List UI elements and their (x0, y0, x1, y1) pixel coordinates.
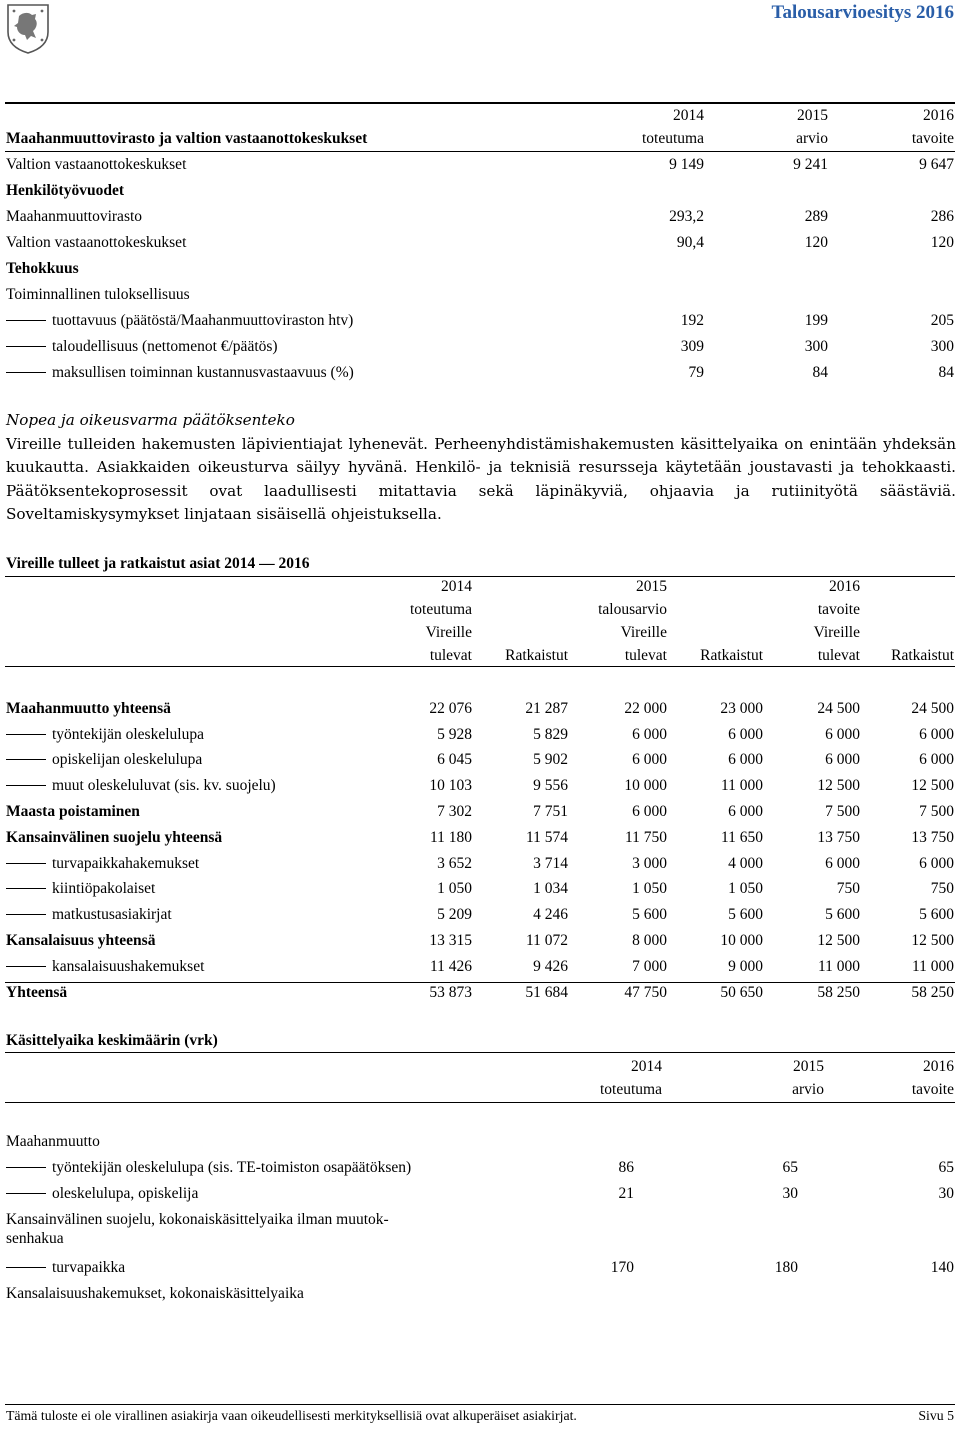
cell-value: 1 034 (533, 880, 568, 897)
cell-value: 12 500 (911, 777, 954, 794)
dash-marker (6, 785, 46, 786)
cell-value: 11 000 (720, 777, 763, 794)
cell-value: 11 650 (720, 829, 763, 846)
row-label-text: Maahanmuuttovirasto (6, 208, 143, 225)
table-row (0, 777, 960, 799)
cell-value: 750 (930, 880, 954, 897)
section3-bottom-rule (5, 982, 955, 983)
row-label (6, 751, 202, 770)
row-label (6, 338, 278, 357)
row-label (6, 1185, 198, 1204)
cell-value: 9 000 (728, 958, 763, 975)
row-label (6, 182, 124, 201)
dash-marker (6, 966, 46, 967)
cell-value: 9 426 (533, 958, 568, 975)
cell-value: 79 (688, 364, 704, 381)
s3-col-header: 2014 (441, 578, 472, 595)
row-label-text: kansalaisuushakemukset (52, 958, 205, 975)
row-label-text: Valtion vastaanottokeskukset (6, 234, 187, 251)
row-label (6, 803, 140, 822)
row-label-text: muut oleskeluluvat (sis. kv. suojelu) (52, 777, 276, 794)
row-label-text: Tehokkuus (6, 260, 79, 277)
s3-col-header: toteutuma (410, 601, 472, 618)
cell-value: 5 600 (919, 906, 954, 923)
s1-col-year: 2016 (923, 107, 954, 124)
row-label (6, 312, 353, 331)
cell-value: 286 (930, 208, 954, 225)
cell-value: 140 (930, 1259, 954, 1276)
cell-value: 11 000 (911, 958, 954, 975)
cell-value: 5 600 (825, 906, 860, 923)
s3-col-header: Vireille (813, 624, 860, 641)
cell-value: 11 072 (525, 932, 568, 949)
row-label (6, 984, 67, 1003)
s1-col-label: arvio (796, 130, 828, 147)
s3-col-header: 2016 (829, 578, 860, 595)
row-label-text-continued: senhakua (6, 1229, 64, 1247)
row-label-text: Henkilötyövuodet (6, 182, 124, 199)
cell-value: 750 (836, 880, 860, 897)
row-label-text: Yhteensä (6, 984, 68, 1001)
section1-title: Maahanmuuttovirasto ja valtion vastaanottokeskukset (6, 130, 368, 147)
cell-value: 180 (774, 1259, 798, 1276)
cell-value: 3 000 (632, 855, 667, 872)
cell-value: 9 149 (669, 156, 704, 173)
s4-col-label: arvio (792, 1081, 824, 1098)
table-row (0, 1285, 960, 1307)
cell-value: 86 (618, 1159, 634, 1176)
s4-col-year: 2014 (631, 1058, 662, 1075)
cell-value: 11 574 (525, 829, 568, 846)
s3-col-header: talousarvio (598, 601, 667, 618)
table-row (0, 364, 960, 386)
s4-col-label: tavoite (911, 1081, 954, 1098)
cell-value: 4 246 (533, 906, 568, 923)
table-row (0, 906, 960, 928)
s3-col-header: 2015 (636, 578, 667, 595)
cell-value: 5 902 (533, 751, 568, 768)
cell-value: 30 (938, 1185, 954, 1202)
row-label-text: Kansalaisuus yhteensä (6, 932, 156, 949)
row-label-text: taloudellisuus (nettomenot €/päätös) (52, 338, 278, 355)
cell-value: 24 500 (911, 700, 954, 717)
cell-value: 10 000 (624, 777, 667, 794)
objective-heading: Nopea ja oikeusvarma päätöksenteko (6, 411, 295, 429)
dash-marker (6, 1167, 46, 1168)
table-row (0, 726, 960, 748)
table-row (0, 1159, 960, 1181)
s3-col-header: tulevat (817, 647, 860, 664)
cell-value: 5 209 (437, 906, 472, 923)
table-row (0, 338, 960, 360)
table-row (0, 751, 960, 773)
row-label (6, 700, 171, 719)
table-row (0, 260, 960, 282)
cell-value: 10 103 (429, 777, 472, 794)
s3-col-header: Vireille (425, 624, 472, 641)
row-label-text: Maahanmuutto (6, 1133, 100, 1150)
cell-value: 9 241 (793, 156, 828, 173)
row-label-text: Kansainvälinen suojelu yhteensä (6, 829, 223, 846)
row-label (6, 855, 199, 874)
cell-value: 3 714 (533, 855, 568, 872)
row-label-text: Maasta poistaminen (6, 803, 140, 820)
row-label (6, 906, 172, 925)
cell-value: 6 000 (825, 855, 860, 872)
cell-value: 58 250 (911, 984, 954, 1001)
cell-value: 21 287 (525, 700, 568, 717)
section4-header-rule (5, 1102, 955, 1103)
section1-header-rule (5, 151, 955, 152)
row-label (6, 1285, 304, 1304)
section3-title: Vireille tulleet ja ratkaistut asiat 2014 — 2016 (6, 555, 310, 572)
row-label (6, 932, 155, 951)
cell-value: 6 000 (919, 726, 954, 743)
dash-marker (6, 372, 46, 373)
row-label-text: työntekijän oleskelulupa (52, 726, 204, 743)
cell-value: 13 750 (817, 829, 860, 846)
cell-value: 3 652 (437, 855, 472, 872)
cell-value: 6 045 (437, 751, 472, 768)
table-row (0, 932, 960, 954)
cell-value: 1 050 (437, 880, 472, 897)
cell-value: 120 (804, 234, 828, 251)
objective-text-block (6, 409, 956, 527)
s3-col-header: tavoite (817, 601, 860, 618)
footer-disclaimer: Tämä tuloste ei ole virallinen asiakirja vaan oikeudellisesti merkityksellisiä ovat alkuperäiset asiakirjat. (6, 1408, 577, 1423)
table-row (0, 1259, 960, 1281)
row-label-text: maksullisen toiminnan kustannusvastaavuus (%) (52, 364, 354, 381)
table-row (0, 312, 960, 334)
row-label (6, 1159, 411, 1178)
cell-value: 289 (804, 208, 828, 225)
cell-value: 65 (782, 1159, 798, 1176)
cell-value: 7 751 (533, 803, 568, 820)
row-label (6, 260, 79, 279)
cell-value: 8 000 (632, 932, 667, 949)
cell-value: 22 076 (429, 700, 472, 717)
s3-col-header: Ratkaistut (700, 647, 763, 664)
dash-marker (6, 914, 46, 915)
cell-value: 300 (930, 338, 954, 355)
s1-col-year: 2015 (797, 107, 828, 124)
row-label (6, 156, 186, 175)
row-label-text: kiintiöpakolaiset (52, 880, 156, 897)
dash-marker (6, 346, 46, 347)
cell-value: 13 750 (911, 829, 954, 846)
cell-value: 84 (812, 364, 828, 381)
cell-value: 5 600 (632, 906, 667, 923)
table-row (0, 803, 960, 825)
cell-value: 84 (938, 364, 954, 381)
cell-value: 300 (804, 338, 828, 355)
cell-value: 1 050 (728, 880, 763, 897)
table-row (0, 880, 960, 902)
cell-value: 12 500 (817, 932, 860, 949)
row-label-text: Kansalaisuushakemukset, kokonaiskäsittelyaika (6, 1285, 304, 1302)
cell-value: 21 (618, 1185, 634, 1202)
row-label-text: tuottavuus (päätöstä/Maahanmuuttoviraston htv) (52, 312, 354, 329)
coat-of-arms-logo (5, 2, 51, 54)
document-title: Talousarvioesitys 2016 (771, 2, 954, 23)
cell-value: 6 000 (632, 803, 667, 820)
cell-value: 1 050 (632, 880, 667, 897)
section3-top-rule (5, 576, 955, 577)
cell-value: 309 (680, 338, 704, 355)
dash-marker (6, 888, 46, 889)
row-label (6, 234, 186, 253)
dash-marker (6, 759, 46, 760)
table-row (0, 208, 960, 230)
cell-value: 120 (930, 234, 954, 251)
cell-value: 23 000 (720, 700, 763, 717)
table-row (0, 855, 960, 877)
cell-value: 199 (804, 312, 828, 329)
cell-value: 5 829 (533, 726, 568, 743)
cell-value: 53 873 (429, 984, 472, 1001)
row-label-text: turvapaikkahakemukset (52, 855, 200, 872)
cell-value: 6 000 (632, 726, 667, 743)
cell-value: 192 (680, 312, 704, 329)
cell-value: 13 315 (429, 932, 472, 949)
s4-col-year: 2015 (793, 1058, 824, 1075)
row-label (6, 1211, 389, 1248)
row-label (6, 208, 142, 227)
row-label (6, 364, 354, 383)
cell-value: 9 556 (533, 777, 568, 794)
dash-marker (6, 1193, 46, 1194)
s4-col-year: 2016 (923, 1058, 954, 1075)
dash-marker (6, 734, 46, 735)
cell-value: 11 426 (429, 958, 472, 975)
cell-value: 11 750 (624, 829, 667, 846)
cell-value: 205 (930, 312, 954, 329)
page-number: Sivu 5 (918, 1408, 954, 1423)
row-label-text: Toiminnallinen tuloksellisuus (6, 286, 190, 303)
row-label (6, 880, 155, 899)
dash-marker (6, 863, 46, 864)
cell-value: 6 000 (825, 751, 860, 768)
row-label (6, 958, 204, 977)
row-label-text: Kansainvälinen suojelu, kokonaiskäsittelyaika ilman muutok- (6, 1211, 389, 1228)
row-label (6, 829, 222, 848)
table-row (0, 182, 960, 204)
table-row (0, 1185, 960, 1207)
cell-value: 50 650 (720, 984, 763, 1001)
row-label (6, 286, 190, 305)
table-row (0, 984, 960, 1006)
cell-value: 170 (610, 1259, 634, 1276)
section3-header-rule (5, 666, 955, 667)
row-label-text: Maahanmuutto yhteensä (6, 700, 171, 717)
cell-value: 6 000 (825, 726, 860, 743)
s3-col-header: tulevat (624, 647, 667, 664)
cell-value: 7 500 (919, 803, 954, 820)
section4-top-rule (5, 1052, 955, 1053)
s4-col-label: toteutuma (600, 1081, 662, 1098)
objective-body: Vireille tulleiden hakemusten läpivientiajat lyhenevät. Perheenyhdistämishakemusten käsittelyaika on enintään yhdeksän kuukautta. Asiakkaiden oikeusturva säilyy hyvänä. Henkilö- ja teknisiä resursseja käytetään joustavasti ja tehokkaasti. Päätöksentekoprosessit ovat laadullisesti mitattavia sekä läpinäkyviä, ohjaavia ja rutiinityötä säästäviä. Soveltamiskysymykset linjataan sisäisellä ohjeistuksella. (6, 434, 956, 523)
cell-value: 6 000 (728, 751, 763, 768)
cell-value: 30 (782, 1185, 798, 1202)
cell-value: 4 000 (728, 855, 763, 872)
cell-value: 6 000 (919, 751, 954, 768)
cell-value: 5 928 (437, 726, 472, 743)
cell-value: 22 000 (624, 700, 667, 717)
row-label-text: oleskelulupa, opiskelija (52, 1185, 199, 1202)
row-label-text: turvapaikka (52, 1259, 126, 1276)
table-row (0, 234, 960, 256)
s1-col-year: 2014 (673, 107, 704, 124)
s3-col-header: tulevat (429, 647, 472, 664)
row-label-text: työntekijän oleskelulupa (sis. TE-toimiston osapäätöksen) (52, 1159, 412, 1176)
row-label-text: Valtion vastaanottokeskukset (6, 156, 187, 173)
cell-value: 7 302 (437, 803, 472, 820)
cell-value: 5 600 (728, 906, 763, 923)
row-label-text: matkustusasiakirjat (52, 906, 172, 923)
cell-value: 11 000 (817, 958, 860, 975)
s3-col-header: Ratkaistut (891, 647, 954, 664)
cell-value: 6 000 (919, 855, 954, 872)
table-row (0, 958, 960, 980)
cell-value: 293,2 (669, 208, 704, 225)
cell-value: 58 250 (817, 984, 860, 1001)
row-label-text: opiskelijan oleskelulupa (52, 751, 203, 768)
table-row (0, 1211, 960, 1247)
cell-value: 65 (938, 1159, 954, 1176)
table-row (0, 829, 960, 851)
cell-value: 7 500 (825, 803, 860, 820)
table-row (0, 1133, 960, 1155)
dash-marker (6, 1267, 46, 1268)
section4-title: Käsittelyaika keskimäärin (vrk) (6, 1032, 218, 1049)
cell-value: 11 180 (429, 829, 472, 846)
s3-col-header: Vireille (620, 624, 667, 641)
footer-rule (5, 1404, 955, 1405)
cell-value: 6 000 (728, 726, 763, 743)
table-row (0, 286, 960, 308)
table-row (0, 700, 960, 722)
dash-marker (6, 320, 46, 321)
cell-value: 12 500 (817, 777, 860, 794)
section1-top-rule (5, 102, 955, 104)
row-label (6, 777, 276, 796)
cell-value: 6 000 (632, 751, 667, 768)
cell-value: 7 000 (632, 958, 667, 975)
cell-value: 90,4 (676, 234, 704, 251)
row-label (6, 1133, 100, 1152)
cell-value: 6 000 (728, 803, 763, 820)
cell-value: 9 647 (919, 156, 954, 173)
cell-value: 24 500 (817, 700, 860, 717)
row-label (6, 1259, 125, 1278)
table-row (0, 156, 960, 178)
s3-col-header: Ratkaistut (505, 647, 568, 664)
s1-col-label: toteutuma (642, 130, 704, 147)
cell-value: 10 000 (720, 932, 763, 949)
s1-col-label: tavoite (911, 130, 954, 147)
cell-value: 51 684 (525, 984, 568, 1001)
cell-value: 47 750 (624, 984, 667, 1001)
row-label (6, 726, 204, 745)
cell-value: 12 500 (911, 932, 954, 949)
